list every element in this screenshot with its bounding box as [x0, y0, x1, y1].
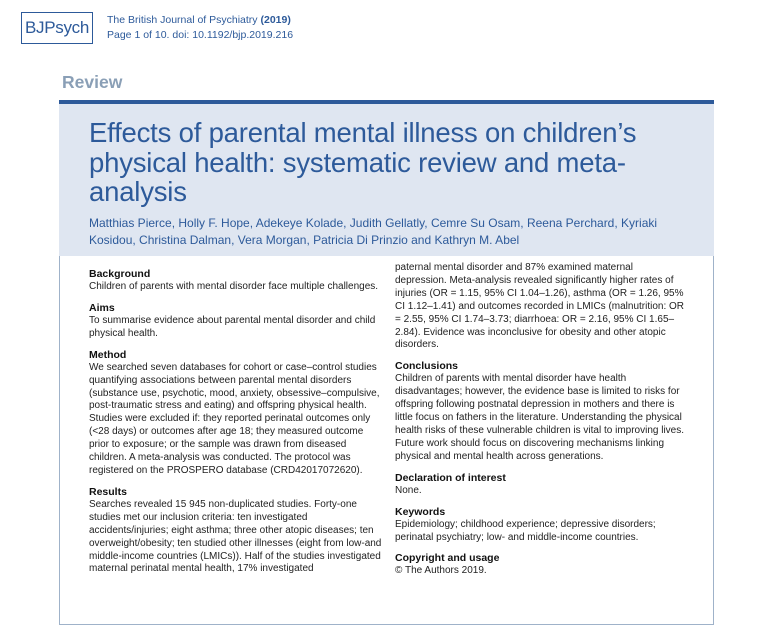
article-type-label: Review — [62, 72, 123, 92]
copyright-section — [395, 552, 687, 578]
conclusions-heading: Conclusions — [395, 360, 459, 373]
journal-year: (2019) — [260, 14, 291, 26]
results-section — [89, 486, 385, 576]
background-section — [89, 268, 385, 294]
keywords-text: Epidemiology; childhood experience; depressive disorders; perinatal psychiatry; low- and middle-income countries. — [395, 518, 656, 543]
abstract-right-column — [395, 262, 687, 586]
keywords-heading: Keywords — [395, 505, 446, 518]
method-text: We searched seven databases for cohort or case–control studies quantifying associations between parental mental disorders (substance use, psychotic, mood, anxiety, obsessive–compulsive, post-traumatic stress and eating) and offspring physical health. Studies were excluded if: they reported perinatal outcomes only (<28 days) or outcomes after age 18; they measured outcome prior to exposure; or the sample was drawn from diseased children. A meta-analysis was conducted. The protocol was registered on the PROSPERO database (CRD42017072620). — [89, 361, 380, 476]
conclusions-section — [395, 360, 687, 463]
copyright-heading: Copyright and usage — [395, 552, 500, 565]
journal-name: The British Journal of Psychiatry — [107, 14, 258, 26]
aims-section — [89, 302, 385, 341]
copyright-text: © The Authors 2019. — [395, 565, 487, 577]
journal-logo: BJPsych — [21, 12, 93, 44]
declaration-text: None. — [395, 484, 422, 496]
author-list: Matthias Pierce, Holly F. Hope, Adekeye Kolade, Judith Gellatly, Cemre Su Osam, Reena Perchard, Kyriaki Kosidou, Christina Dalman, Vera Morgan, Patricia Di Prinzio and Kathryn M. Abel — [89, 216, 658, 247]
aims-text: To summarise evidence about parental mental disorder and child physical health. — [89, 314, 376, 339]
abstract-left-column — [89, 262, 385, 584]
results-text: Searches revealed 15 945 non-duplicated studies. Forty-one studies met our inclusion criteria: ten investigated accidents/injuries; eight asthma; three other atopic diseases; ten overweight/obesity; ten studied other illnesses (eight from low-and middle-income countries (LMICs)). Half of the studies investigated maternal perinatal mental health, 17% investigated — [89, 498, 382, 575]
declaration-section — [395, 472, 687, 498]
keywords-section — [395, 506, 687, 545]
results-heading: Results — [89, 485, 127, 498]
page-doi: Page 1 of 10. doi: 10.1192/bjp.2019.216 — [107, 29, 294, 41]
background-heading: Background — [89, 268, 151, 280]
background-text: Children of parents with mental disorder face multiple challenges. — [89, 281, 379, 292]
article-title: Effects of parental mental illness on children’s physical health: systematic review and meta-analysis — [89, 117, 637, 207]
declaration-heading: Declaration of interest — [395, 471, 506, 484]
results-continued-text: paternal mental disorder and 87% examined maternal depression. Meta-analysis revealed significantly higher rates of injuries (OR = 1.15, 95% CI 1.04–1.26), asthma (OR = 1.26, 95% CI 1.12–1.41) and outcomes recorded in LMICs (malnutrition: OR = 2.55, 95% CI 1.74–3.73; diarrhoea: OR = 2.16, 95% CI 1.65–2.84). Evidence was inconclusive for obesity and other atopic disorders. — [395, 262, 685, 351]
results-continued-section — [395, 262, 687, 352]
method-section — [89, 349, 385, 478]
journal-citation — [107, 13, 293, 43]
method-heading: Method — [89, 348, 127, 361]
aims-heading: Aims — [89, 301, 115, 314]
conclusions-text: Children of parents with mental disorder have health disadvantages; however, the evidence base is limited to risks for offspring following postnatal depression in mothers and there is little focus on fathers in the literature. Understanding the physical health risks of these vulnerable children is vital to improving lives. Future work should focus on discovering mechanisms linking physical and mental health across generations. — [395, 373, 685, 462]
